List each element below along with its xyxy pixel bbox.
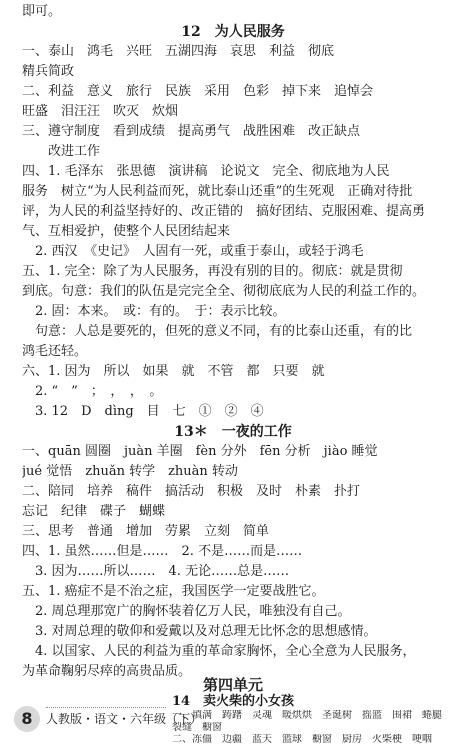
lesson-14-title: 14 卖火柴的小女孩 (171, 694, 295, 709)
page-number: 8 (14, 706, 40, 732)
text-line: 一、填满 踌躇 灵魂 暖烘烘 圣诞树 摇篮 围裙 蜷腿 (172, 710, 442, 721)
text-line: 六、1. 因为 所以 如果 就 不管 都 只要 就 (22, 364, 325, 379)
text-line: 五、1. 癌症不是不治之症，我国医学一定要战胜它。 (22, 584, 325, 599)
text-line: 改进工作 (22, 144, 101, 159)
text-line: 二、冻僵 边疆 蓝天 篮球 橱窗 厨房 火柴梗 哽咽 (172, 734, 432, 745)
text-line: 2. 周总理那宽广的胸怀装着亿万人民，唯独没有自己。 (22, 604, 351, 619)
text-line: 到底。句意：我们的队伍是完完全全、彻彻底底为人民的利益工作的。 (22, 284, 426, 299)
text-line: 三、遵守制度 看到成绩 提高勇气 战胜困难 改正缺点 (22, 124, 361, 139)
text-line: 评，为人民的利益坚持好的、改正错的 搞好团结、克服困难、提高勇 (22, 204, 426, 219)
text-line: 一、泰山 鸿毛 兴旺 五湖四海 哀思 利益 彻底 (22, 44, 335, 59)
text-line: 四、1. 毛泽东 张思德 演讲稿 论说文 完全、彻底地为人民 (22, 164, 390, 179)
text-line: 2. 固：本来。 或：有的。 于：表示比较。 (22, 304, 286, 319)
text-line: 服务 树立“为人民利益而死，就比泰山还重”的生死观 正确对待批 (22, 184, 413, 199)
text-line: 3. 对周总理的敬仰和爱戴以及对总理无比怀念的思想感情。 (22, 624, 377, 639)
text-line: 即可。 (22, 4, 62, 19)
text-line: 鸿毛还轻。 (22, 344, 88, 359)
text-line: 二、利益 意义 旅行 民族 采用 色彩 掉下来 追悼会 (22, 84, 374, 99)
text-line: 四、1. 虽然……但是…… 2. 不是……而是…… (22, 544, 303, 559)
text-line: 2. 西汉 《史记》 人固有一死，或重于泰山，或轻于鸿毛 (22, 244, 364, 259)
text-line: 精兵简政 (22, 64, 75, 79)
text-line: 句意：人总是要死的，但死的意义不同，有的比泰山还重，有的比 (22, 324, 413, 339)
footer-divider (46, 707, 166, 708)
text-line: 三、思考 普通 增加 劳累 立刻 简单 (22, 524, 270, 539)
unit-4-title: 第四单元 (202, 676, 263, 694)
text-line: 气、互相爱护，使整个人民团结起来 (22, 224, 231, 239)
lesson-12-title: 12 为人民服务 (181, 24, 285, 40)
text-line: jué 觉悟 zhuǎn 转学 zhuàn 转动 (22, 464, 238, 479)
book-info: 人教版・语文・六年级（下） (46, 712, 203, 726)
text-line: 为革命鞠躬尽瘁的高贵品质。 (22, 664, 192, 679)
lesson-13-title: 13＊ 一夜的工作 (174, 424, 292, 440)
text-line: 2. “ ” ； ， ， 。 (22, 384, 163, 399)
text-line: 忘记 纪律 碟子 蝴蝶 (22, 504, 166, 519)
text-line: 3. 因为……所以…… 4. 无论……总是…… (22, 564, 290, 579)
text-line: 旺盛 泪汪汪 吹灭 炊烟 (22, 104, 179, 119)
text-line: 4. 以国家、人民的利益为重的革命家胸怀，全心全意为人民服务， (22, 644, 416, 659)
text-line: 一、quān 圆圈 juàn 羊圈 fèn 分外 fēn 分析 jiào 睡觉 (22, 444, 378, 459)
text-line: 二、陪同 培养 稿件 搞活动 积极 及时 朴素 扑打 (22, 484, 361, 499)
text-line: 3. 12 D dìng 目 七 ① ② ④ (22, 404, 264, 419)
text-line: 裂缝 橱窗 (172, 722, 222, 733)
text-line: 五、1. 完全：除了为人民服务，再没有别的目的。彻底：就是贯彻 (22, 264, 403, 279)
